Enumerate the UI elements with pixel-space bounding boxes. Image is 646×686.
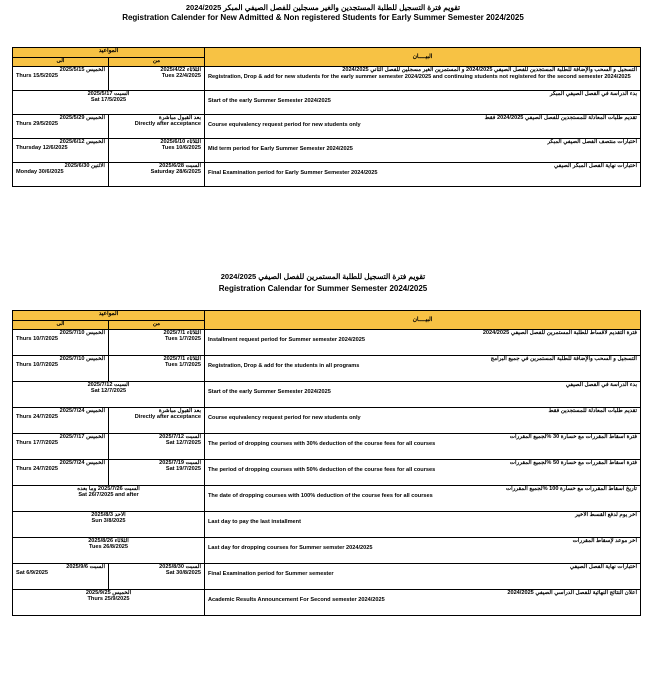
table-row bbox=[13, 512, 641, 538]
date-cell bbox=[13, 590, 205, 616]
date-ar: الخميس 2025/9/25 bbox=[85, 590, 132, 596]
description-cell bbox=[205, 356, 641, 382]
to-date-cell bbox=[13, 356, 109, 382]
to-date-cell bbox=[13, 163, 109, 187]
description-en: Installment request period for Summer semester 2024/2025 bbox=[208, 336, 366, 343]
date-ar: السبت 2025/7/26 وما بعده bbox=[77, 486, 140, 492]
from-date-cell bbox=[109, 115, 205, 139]
to-header: الى bbox=[13, 321, 109, 330]
section1-title-ar: تقويم فترة التسجيل للطلبة المستجدين والغير مسجلين للفصل الصيفي المبكر 2024/2025 bbox=[185, 3, 461, 12]
description-ar: التسجيل و السحب والإضافة للطلبة المستمرين في جميع البرامج bbox=[490, 356, 637, 362]
from-date-cell bbox=[109, 408, 205, 434]
from-date-ar: السبت 2025/6/28 bbox=[159, 163, 201, 169]
description-ar: تقديم طلبات المعادلة للمستجدين للفصل الصيفي 2024/2025 فقط bbox=[484, 115, 637, 121]
to-date-ar: الخميس 2025/7/24 bbox=[59, 408, 105, 414]
description-en: Academic Results Announcement For Second semester 2024/2025 bbox=[208, 596, 385, 603]
description-ar: اختبارات نهاية الفصل الصيفي bbox=[569, 564, 637, 570]
to-date-cell bbox=[13, 67, 109, 91]
description-ar: اختبارات منتصف الفصل الصيفي المبكر bbox=[547, 139, 637, 145]
to-date-cell bbox=[13, 330, 109, 356]
date-en: Tues 26/8/2025 bbox=[88, 544, 129, 550]
dates-header: المواعيد bbox=[13, 48, 205, 58]
description-cell bbox=[205, 163, 641, 187]
table-row bbox=[13, 486, 641, 512]
description-cell bbox=[205, 460, 641, 486]
date-cell bbox=[13, 382, 205, 408]
date-cell bbox=[13, 512, 205, 538]
description-en: Course equivalency request period for new students only bbox=[208, 121, 361, 128]
to-date-en: Thurs 24/7/2025 bbox=[16, 466, 58, 472]
to-date-ar: الخميس 2025/7/24 bbox=[59, 460, 105, 466]
from-date-cell bbox=[109, 356, 205, 382]
dates-header: المواعيد bbox=[13, 311, 205, 321]
description-en: Mid term period for Early Summer Semester 2024/2025 bbox=[208, 145, 353, 152]
table-row bbox=[13, 408, 641, 434]
description-cell bbox=[205, 538, 641, 564]
description-cell bbox=[205, 330, 641, 356]
section1-title-en: Registration Calender for New Admitted & Non registered Students for Early Summer Semester 2024/2025 bbox=[122, 13, 524, 22]
section2-title-en: Registration Calendar for Summer Semester 2024/2025 bbox=[218, 284, 428, 293]
to-date-en: Sat 6/9/2025 bbox=[16, 570, 49, 576]
to-date-ar: الخميس 2025/7/17 bbox=[59, 434, 105, 440]
from-date-en: Directly after acceptance bbox=[134, 414, 201, 420]
description-cell bbox=[205, 486, 641, 512]
date-cell bbox=[13, 538, 205, 564]
from-date-en: Tues 1/7/2025 bbox=[165, 336, 201, 342]
from-date-en: Sat 19/7/2025 bbox=[165, 466, 201, 472]
to-date-ar: الخميس 2025/6/12 bbox=[59, 139, 105, 145]
table-row bbox=[13, 434, 641, 460]
from-date-cell bbox=[109, 163, 205, 187]
to-date-en: Thurs 29/5/2025 bbox=[16, 121, 58, 127]
from-date-cell bbox=[109, 67, 205, 91]
from-date-ar: الثلاثاء 2025/7/1 bbox=[163, 330, 201, 336]
description-cell bbox=[205, 590, 641, 616]
description-ar: فترة اسقاط المقررات مع خسارة 30 %لجميع المقررات bbox=[509, 434, 637, 440]
from-date-ar: الثلاثاء 2025/6/10 bbox=[160, 139, 201, 145]
description-cell bbox=[205, 512, 641, 538]
from-date-ar: الثلاثاء 2025/7/1 bbox=[163, 356, 201, 362]
to-date-ar: الخميس 2025/7/10 bbox=[59, 330, 105, 336]
description-en: Last day for dropping courses for Summer semster 2024/2025 bbox=[208, 544, 373, 551]
from-date-en: Tues 22/4/2025 bbox=[161, 73, 201, 79]
description-en: The period of dropping courses with 50% deduction of the course fees for all courses bbox=[208, 466, 436, 473]
description-ar: بدء الدراسة في الفصل الصيفي المبكر bbox=[549, 91, 637, 97]
description-header: البيــــان bbox=[205, 311, 641, 330]
to-date-en: Thurs 10/7/2025 bbox=[16, 336, 58, 342]
table-row bbox=[13, 564, 641, 590]
description-ar: آخر يوم لدفع القسط الأخير bbox=[575, 512, 637, 518]
from-date-ar: الثلاثاء 2025/4/22 bbox=[160, 67, 201, 73]
from-date-en: Tues 1/7/2025 bbox=[165, 362, 201, 368]
description-en: The date of dropping courses with 100% deduction of the course fees for all courses bbox=[208, 492, 433, 499]
date-ar: السبت 2025/5/17 bbox=[87, 91, 130, 97]
to-date-ar: الخميس 2025/5/29 bbox=[59, 115, 105, 121]
from-header: من bbox=[109, 321, 205, 330]
date-en: Sat 26/7/2025 and after bbox=[78, 492, 139, 498]
description-cell bbox=[205, 67, 641, 91]
description-en: Final Examination period for Summer semester bbox=[208, 570, 334, 577]
to-date-ar: الاثنين 2025/6/30 bbox=[64, 163, 105, 169]
description-cell bbox=[205, 434, 641, 460]
date-en: Sat 17/5/2025 bbox=[90, 97, 127, 103]
description-ar: آخر موعد لإسقاط المقررات bbox=[572, 538, 637, 544]
description-en: Start of the early Summer Semester 2024/2025 bbox=[208, 388, 331, 395]
to-date-cell bbox=[13, 564, 109, 590]
section2-table bbox=[12, 310, 641, 616]
to-date-ar: الخميس 2025/5/15 bbox=[59, 67, 105, 73]
table-row bbox=[13, 330, 641, 356]
description-en: Final Examination period for Early Summer Semester 2024/2025 bbox=[208, 169, 378, 176]
from-date-en: Sat 30/8/2025 bbox=[165, 570, 201, 576]
from-date-ar: بعد القبول مباشرة bbox=[158, 408, 201, 414]
description-ar: فترة اسقاط المقررات مع خسارة 50 %لجميع المقررات bbox=[509, 460, 637, 466]
to-date-en: Thursday 12/6/2025 bbox=[16, 145, 68, 151]
from-date-cell bbox=[109, 434, 205, 460]
date-cell bbox=[13, 91, 205, 115]
description-ar: التسجيل و السحب والإضافة للطلبة المستجدين للفصل الصيفي 2024/2025 و المستمرين الغير مسجلين للفصل الثاني 2024/2025 bbox=[342, 67, 637, 73]
date-ar: الأحد 2025/8/3 bbox=[91, 512, 126, 518]
to-date-en: Thurs 10/7/2025 bbox=[16, 362, 58, 368]
description-cell bbox=[205, 382, 641, 408]
to-date-cell bbox=[13, 115, 109, 139]
date-en: Thurs 25/9/2025 bbox=[87, 596, 130, 602]
description-ar: بدء الدراسة في الفصل الصيفي bbox=[565, 382, 637, 388]
to-date-en: Monday 30/6/2025 bbox=[16, 169, 64, 175]
to-date-ar: الخميس 2025/7/10 bbox=[59, 356, 105, 362]
description-en: The period of dropping courses with 30% deduction of the course fees for all courses bbox=[208, 440, 436, 447]
description-cell bbox=[205, 139, 641, 163]
from-header: من bbox=[109, 58, 205, 67]
description-en: Registration, Drop & add for new students for the early summer semester 2024/2025 and continuing students not registered for the second semester 2024/2025 bbox=[208, 73, 631, 80]
to-date-cell bbox=[13, 434, 109, 460]
description-en: Registration, Drop & add for the students in all programs bbox=[208, 362, 360, 369]
table-row bbox=[13, 356, 641, 382]
from-date-en: Saturday 28/6/2025 bbox=[150, 169, 201, 175]
from-date-cell bbox=[109, 330, 205, 356]
table-row bbox=[13, 590, 641, 616]
table-row bbox=[13, 115, 641, 139]
description-cell bbox=[205, 91, 641, 115]
section1-table bbox=[12, 47, 641, 187]
description-cell bbox=[205, 564, 641, 590]
from-date-cell bbox=[109, 460, 205, 486]
to-date-en: Thurs 17/7/2025 bbox=[16, 440, 58, 446]
description-ar: اختبارات نهاية الفصل المبكر الصيفي bbox=[553, 163, 637, 169]
to-date-en: Thurs 15/5/2025 bbox=[16, 73, 58, 79]
to-date-cell bbox=[13, 139, 109, 163]
from-date-cell bbox=[109, 564, 205, 590]
from-date-ar: السبت 2025/7/19 bbox=[159, 460, 201, 466]
date-en: Sun 3/8/2025 bbox=[91, 518, 126, 524]
table-row bbox=[13, 67, 641, 91]
to-date-cell bbox=[13, 408, 109, 434]
description-header: البيــــان bbox=[205, 48, 641, 67]
date-en: Sat 12/7/2025 bbox=[90, 388, 127, 394]
from-date-cell bbox=[109, 139, 205, 163]
from-date-ar: السبت 2025/8/30 bbox=[159, 564, 201, 570]
description-cell bbox=[205, 115, 641, 139]
to-date-cell bbox=[13, 460, 109, 486]
to-header: الى bbox=[13, 58, 109, 67]
description-ar: اعلان النتائج النهائية للفصل الدراسي الصيفي 2024/2025 bbox=[507, 590, 637, 596]
table-row bbox=[13, 139, 641, 163]
date-cell bbox=[13, 486, 205, 512]
from-date-ar: بعد القبول مباشرة bbox=[158, 115, 201, 121]
description-en: Start of the early Summer Semester 2024/2025 bbox=[208, 97, 331, 104]
table-row bbox=[13, 163, 641, 187]
date-ar: الثلاثاء 2025/8/26 bbox=[88, 538, 129, 544]
date-ar: السبت 2025/7/12 bbox=[87, 382, 130, 388]
description-en: Last day to pay the last installment bbox=[208, 518, 301, 525]
table-row bbox=[13, 382, 641, 408]
from-date-en: Sat 12/7/2025 bbox=[165, 440, 201, 446]
description-ar: تقديم طلبات المعادلة للمستجدين فقط bbox=[548, 408, 637, 414]
section2-title-ar: تقويم فترة التسجيل للطلبة المستمرين للفصل الصيفي 2024/2025 bbox=[220, 272, 426, 281]
to-date-ar: السبت 2025/9/6 bbox=[66, 564, 105, 570]
to-date-en: Thurs 24/7/2025 bbox=[16, 414, 58, 420]
description-en: Course equivalency request period for new students only bbox=[208, 414, 361, 421]
table-row bbox=[13, 460, 641, 486]
description-cell bbox=[205, 408, 641, 434]
description-ar: تاريخ اسقاط المقررات مع خسارة 100 %لجميع المقررات bbox=[505, 486, 637, 492]
description-ar: فترة التقديم لأقساط للطلبة المستمرين للفصل الصيفي 2024/2025 bbox=[482, 330, 637, 336]
from-date-en: Directly after acceptance bbox=[134, 121, 201, 127]
table-row bbox=[13, 91, 641, 115]
from-date-ar: السبت 2025/7/12 bbox=[159, 434, 201, 440]
from-date-en: Tues 10/6/2025 bbox=[161, 145, 201, 151]
table-row bbox=[13, 538, 641, 564]
